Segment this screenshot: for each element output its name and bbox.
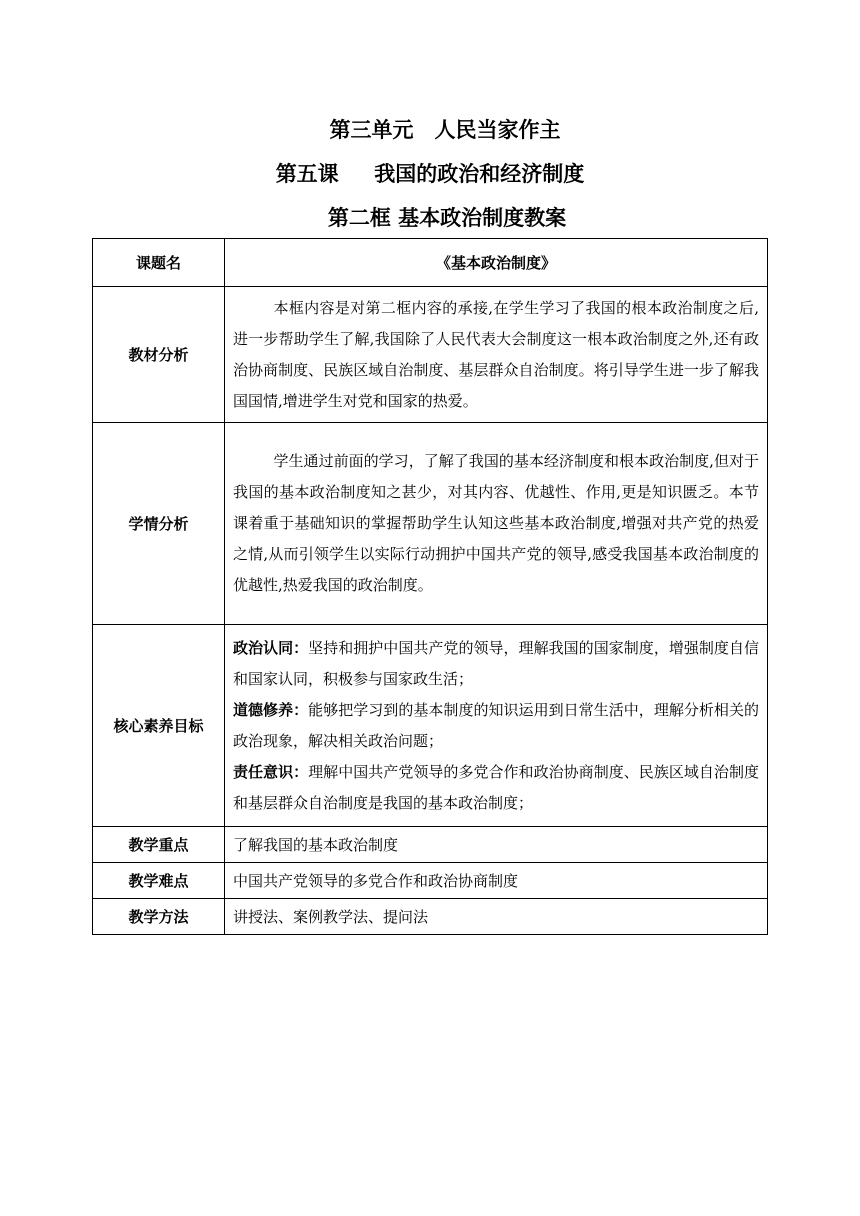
table-row-student-analysis bbox=[93, 423, 768, 625]
material-analysis-label: 教材分析 bbox=[93, 287, 225, 423]
material-analysis-cell bbox=[225, 287, 768, 423]
core-literacy-text: 坚持和拥护中国共产党的领导，理解我国的国家制度，增强制度自信和国家认同，积极参与国家政生活； bbox=[233, 638, 759, 688]
table-row-topic bbox=[93, 239, 768, 287]
lesson-plan-table bbox=[92, 238, 768, 935]
core-literacy-cell bbox=[225, 625, 768, 827]
core-literacy-text: 能够把学习到的基本制度的知识运用到日常生活中，理解分析相关的政治现象，解决相关政治问题； bbox=[233, 700, 759, 750]
method-value: 讲授法、案例教学法、提问法 bbox=[225, 899, 768, 935]
document-title-block bbox=[0, 108, 860, 240]
core-literacy-keyword: 责任意识： bbox=[233, 762, 309, 781]
key-point-label: 教学重点 bbox=[93, 827, 225, 863]
table-row-key-point bbox=[93, 827, 768, 863]
topic-label: 课题名 bbox=[93, 239, 225, 287]
lesson-title: 第五课 我国的政治和经济制度 bbox=[275, 162, 585, 186]
core-literacy-item bbox=[233, 633, 759, 695]
core-literacy-keyword: 政治认同： bbox=[233, 638, 309, 657]
unit-title: 第三单元 人民当家作主 bbox=[329, 118, 561, 142]
frame-title: 第二框 基本政治制度教案 bbox=[327, 206, 567, 230]
core-literacy-label: 核心素养目标 bbox=[93, 625, 225, 827]
core-literacy-item bbox=[233, 757, 759, 819]
table-row-method bbox=[93, 899, 768, 935]
key-point-value: 了解我国的基本政治制度 bbox=[225, 827, 768, 863]
table-row-difficulty bbox=[93, 863, 768, 899]
method-label: 教学方法 bbox=[93, 899, 225, 935]
table-row-core-literacy bbox=[93, 625, 768, 827]
material-analysis-text: 本框内容是对第二框内容的承接,在学生学习了我国的根本政治制度之后,进一步帮助学生了解,我国除了人民代表大会制度这一根本政治制度之外,还有政治协商制度、民族区域自治制度、基层群众自治制度。将引导学生进一步了解我国国情,增进学生对党和国家的热爱。 bbox=[233, 298, 759, 410]
student-analysis-label: 学情分析 bbox=[93, 423, 225, 625]
student-analysis-cell bbox=[225, 423, 768, 625]
difficulty-label: 教学难点 bbox=[93, 863, 225, 899]
table-row-material-analysis bbox=[93, 287, 768, 423]
core-literacy-keyword: 道德修养： bbox=[233, 700, 309, 719]
student-analysis-text: 学生通过前面的学习，了解了我国的基本经济制度和根本政治制度,但对于我国的基本政治制度知之甚少，对其内容、优越性、作用,更是知识匮乏。本节课着重于基础知识的掌握帮助学生认知这些基本政治制度,增强对共产党的热爱之情,从而引领学生以实际行动拥护中国共产党的领导,感受我国基本政治制度的优越性,热爱我国的政治制度。 bbox=[233, 452, 759, 594]
topic-value: 《基本政治制度》 bbox=[225, 239, 768, 287]
core-literacy-text: 理解中国共产党领导的多党合作和政治协商制度、民族区域自治制度和基层群众自治制度是我国的基本政治制度； bbox=[233, 762, 759, 812]
core-literacy-item bbox=[233, 695, 759, 757]
difficulty-value: 中国共产党领导的多党合作和政治协商制度 bbox=[225, 863, 768, 899]
